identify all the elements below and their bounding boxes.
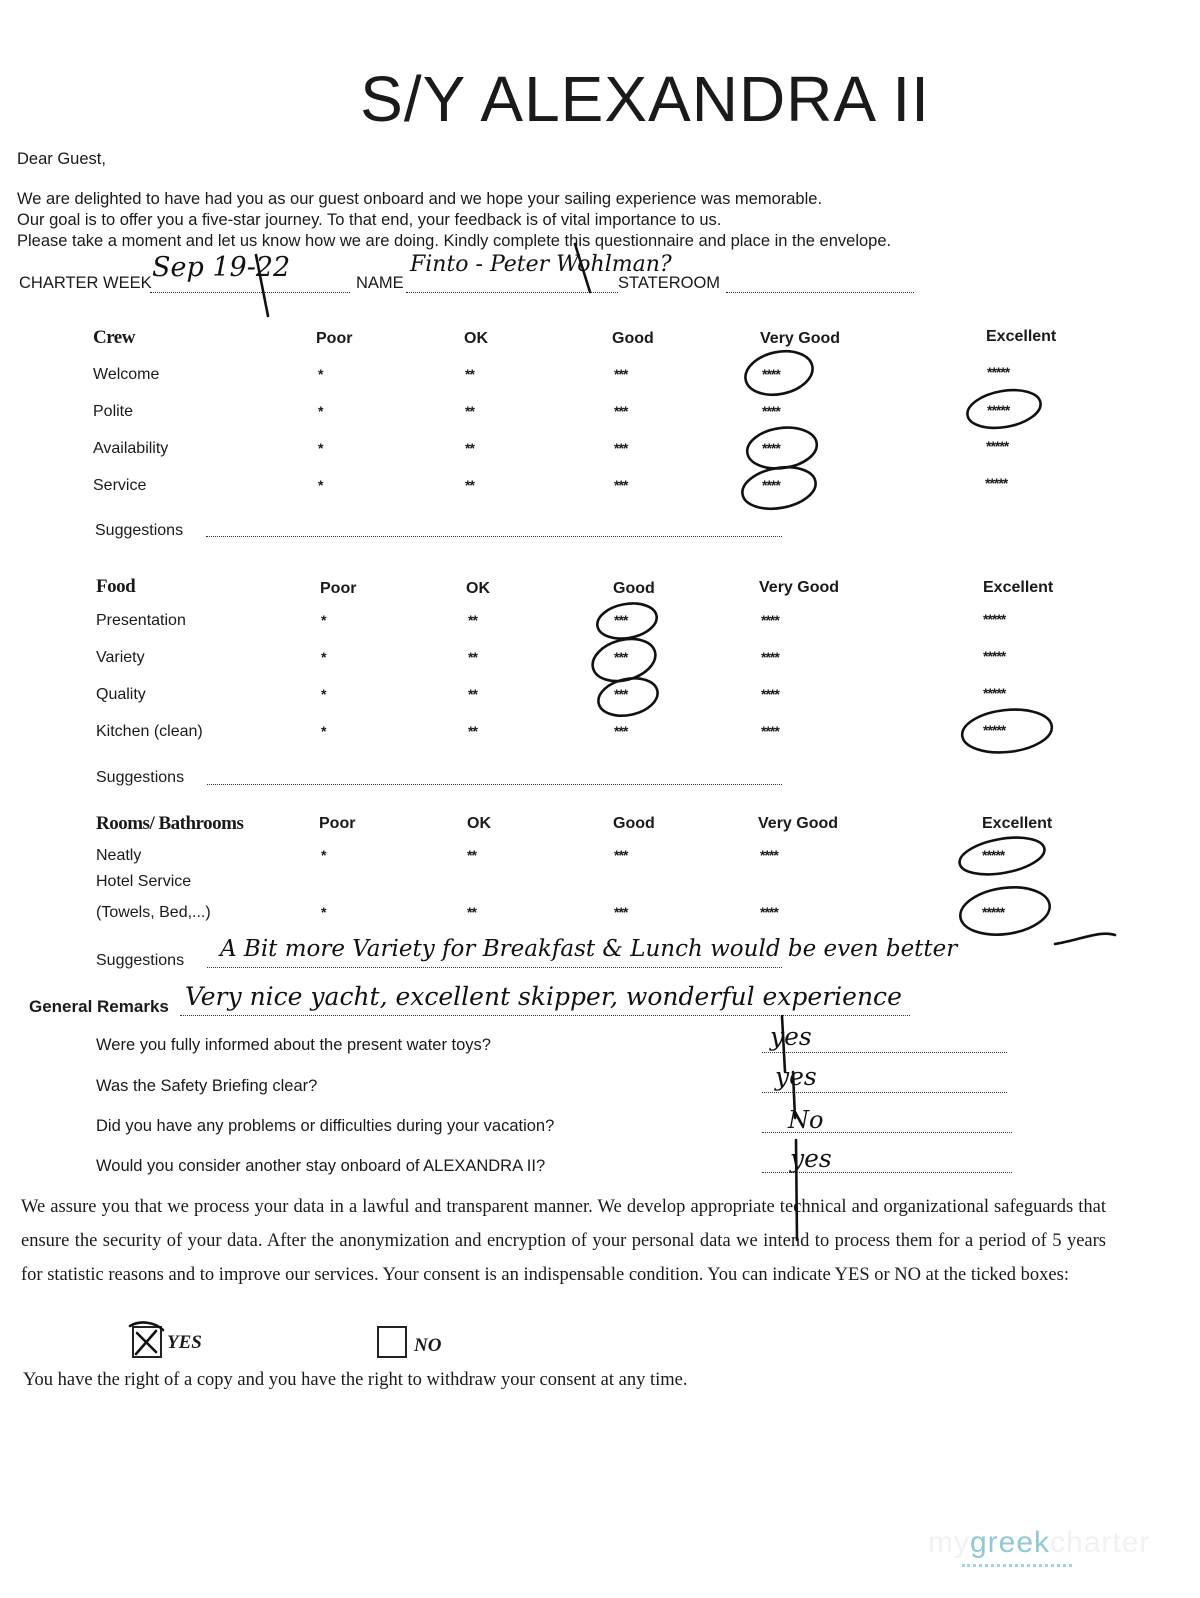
- suggestions-label-food: Suggestions: [96, 769, 185, 786]
- rating-option-poor[interactable]: *: [318, 366, 323, 382]
- watermark-brand: greek: [970, 1526, 1051, 1559]
- row-label-neatly: Neatly: [96, 847, 142, 864]
- consent-text: We assure you that we process your data in a lawful and transparent manner. We develop appropriate technical and organizational safeguards that ensure the security of your data. After the anonymization and encryption of your personal data we intend to process them for a period of 5 years for statistic reasons and to improve our services. Your consent is an indispensable condition. You can indicate YES or NO at the ticked boxes:: [21, 1197, 1106, 1285]
- rating-option-good[interactable]: ***: [614, 649, 628, 665]
- consent-yes-label: YES: [167, 1332, 202, 1353]
- row-label-service: Service: [93, 477, 147, 494]
- charter-week-line: [150, 292, 350, 293]
- rating-option-good[interactable]: ***: [614, 366, 628, 382]
- watermark-logo: [928, 1526, 1150, 1560]
- rating-option-very-good[interactable]: ****: [761, 649, 779, 665]
- general-remarks-field[interactable]: Very nice yacht, excellent skipper, wonderful experience: [185, 982, 902, 1011]
- rating-option-good[interactable]: ***: [614, 686, 628, 702]
- rating-option-very-good[interactable]: ****: [760, 904, 778, 920]
- rating-option-excellent[interactable]: *****: [982, 904, 1005, 920]
- rating-option-very-good[interactable]: ****: [761, 723, 779, 739]
- rating-option-excellent[interactable]: *****: [987, 364, 1010, 380]
- answer-line: [762, 1092, 1007, 1093]
- consent-no-label: NO: [414, 1335, 442, 1356]
- col-excellent: Excellent: [983, 579, 1054, 596]
- rating-option-excellent[interactable]: *****: [985, 475, 1008, 491]
- suggestions-field-crew[interactable]: [206, 536, 782, 537]
- rating-option-good[interactable]: ***: [614, 403, 628, 419]
- rating-option-poor[interactable]: *: [321, 847, 326, 863]
- row-label-towels-bed: (Towels, Bed,...): [96, 904, 211, 921]
- rating-option-poor[interactable]: *: [318, 403, 323, 419]
- watermark-suffix: charter: [1050, 1526, 1151, 1559]
- suggestions-field-rooms[interactable]: A Bit more Variety for Breakfast & Lunch would be even better: [220, 936, 958, 962]
- rating-option-poor[interactable]: *: [318, 440, 323, 456]
- selection-circle: [957, 882, 1053, 940]
- row-label-polite: Polite: [93, 403, 134, 420]
- row-label-presentation: Presentation: [96, 612, 186, 629]
- watermark-prefix: my: [928, 1526, 970, 1559]
- selection-circle: [595, 673, 661, 721]
- stateroom-label: STATEROOM: [618, 274, 721, 292]
- rating-option-good[interactable]: ***: [614, 847, 628, 863]
- intro-line-2: Our goal is to offer you a five-star journey. To that end, your feedback is of vital importance to us.: [17, 211, 722, 229]
- selection-circle: [960, 705, 1054, 756]
- rating-option-good[interactable]: ***: [614, 612, 628, 628]
- rating-option-ok[interactable]: **: [468, 723, 477, 739]
- charter-week-label: CHARTER WEEK: [19, 274, 152, 292]
- col-very-good: Very Good: [760, 330, 841, 347]
- rating-option-very-good[interactable]: ****: [762, 440, 780, 456]
- consent-yes-checkbox[interactable]: [132, 1326, 162, 1358]
- answer-water-toys[interactable]: yes: [770, 1022, 812, 1051]
- col-poor: Poor: [316, 330, 353, 347]
- col-very-good: Very Good: [759, 579, 840, 596]
- row-label-hotel-service: Hotel Service: [96, 873, 192, 890]
- form-title: S/Y ALEXANDRA II: [360, 63, 930, 135]
- name-field[interactable]: Finto - Peter Wohlman?: [410, 252, 672, 277]
- intro-line-1: We are delighted to have had you as our guest onboard and we hope your sailing experience was memorable.: [17, 190, 823, 208]
- rating-option-ok[interactable]: **: [467, 847, 476, 863]
- rating-option-poor[interactable]: *: [318, 477, 323, 493]
- answer-safety-briefing[interactable]: yes: [775, 1062, 817, 1091]
- section-title-food: Food: [96, 576, 136, 597]
- answer-another-stay[interactable]: yes: [790, 1144, 832, 1173]
- rating-option-poor[interactable]: *: [321, 904, 326, 920]
- rating-option-ok[interactable]: **: [465, 403, 474, 419]
- rating-option-excellent[interactable]: *****: [986, 438, 1009, 454]
- rating-option-very-good[interactable]: ****: [762, 366, 780, 382]
- name-label: NAME: [356, 274, 404, 292]
- rating-option-very-good[interactable]: ****: [761, 612, 779, 628]
- rating-option-good[interactable]: ***: [614, 904, 628, 920]
- col-good: Good: [613, 815, 655, 832]
- col-poor: Poor: [320, 580, 357, 597]
- rating-option-ok[interactable]: **: [468, 686, 477, 702]
- stateroom-field[interactable]: [726, 292, 914, 293]
- col-ok: OK: [467, 815, 491, 832]
- section-title-rooms: Rooms/ Bathrooms: [96, 813, 244, 834]
- charter-week-field[interactable]: Sep 19-22: [152, 252, 291, 283]
- question-another-stay: Would you consider another stay onboard of ALEXANDRA II?: [96, 1157, 546, 1175]
- ink-stroke: [1055, 934, 1115, 944]
- intro-line-3: Please take a moment and let us know how we are doing. Kindly complete this questionnaire and place in the envelope.: [17, 232, 892, 250]
- rating-option-very-good[interactable]: ****: [762, 477, 780, 493]
- rating-option-ok[interactable]: **: [468, 649, 477, 665]
- row-label-availability: Availability: [93, 440, 169, 457]
- col-very-good: Very Good: [758, 815, 839, 832]
- watermark-wave: [962, 1564, 1072, 1567]
- suggestions-line-rooms: [207, 967, 782, 968]
- col-ok: OK: [464, 330, 488, 347]
- general-remarks-label: General Remarks: [29, 997, 169, 1016]
- question-water-toys: Were you fully informed about the present water toys?: [96, 1036, 491, 1054]
- rating-option-very-good[interactable]: ****: [760, 847, 778, 863]
- section-title-crew: Crew: [93, 327, 135, 348]
- rating-option-poor[interactable]: *: [321, 686, 326, 702]
- rating-option-ok[interactable]: **: [465, 440, 474, 456]
- row-label-variety: Variety: [96, 649, 145, 666]
- col-excellent: Excellent: [982, 815, 1053, 832]
- rating-option-poor[interactable]: *: [321, 612, 326, 628]
- question-problems: Did you have any problems or difficulties during your vacation?: [96, 1117, 555, 1135]
- suggestions-label-crew: Suggestions: [95, 522, 184, 539]
- name-line: [406, 292, 618, 293]
- rating-option-excellent[interactable]: *****: [983, 648, 1006, 664]
- greeting: Dear Guest,: [17, 150, 106, 168]
- suggestions-field-food[interactable]: [207, 784, 782, 785]
- consent-no-checkbox[interactable]: [377, 1326, 407, 1358]
- rating-option-good[interactable]: ***: [614, 723, 628, 739]
- consent-footer: You have the right of a copy and you have the right to withdraw your consent at any time.: [23, 1370, 688, 1390]
- answer-problems[interactable]: No: [788, 1106, 824, 1134]
- rating-option-good[interactable]: ***: [614, 440, 628, 456]
- rating-option-excellent[interactable]: *****: [982, 847, 1005, 863]
- row-label-welcome: Welcome: [93, 366, 160, 383]
- rating-option-ok[interactable]: **: [465, 366, 474, 382]
- rating-option-excellent[interactable]: *****: [987, 402, 1010, 418]
- suggestions-label-rooms: Suggestions: [96, 952, 185, 969]
- row-label-kitchen: Kitchen (clean): [96, 723, 203, 740]
- col-excellent: Excellent: [986, 328, 1057, 345]
- answer-line: [762, 1052, 1007, 1053]
- rating-option-excellent[interactable]: *****: [983, 685, 1006, 701]
- row-label-quality: Quality: [96, 686, 146, 703]
- selection-circle: [745, 423, 820, 472]
- col-ok: OK: [466, 580, 490, 597]
- col-good: Good: [613, 580, 655, 597]
- rating-option-poor[interactable]: *: [321, 649, 326, 665]
- rating-option-very-good[interactable]: ****: [762, 403, 780, 419]
- rating-option-excellent[interactable]: *****: [983, 611, 1006, 627]
- question-safety-briefing: Was the Safety Briefing clear?: [96, 1077, 318, 1095]
- rating-option-ok[interactable]: **: [465, 477, 474, 493]
- rating-option-ok[interactable]: **: [467, 904, 476, 920]
- rating-option-poor[interactable]: *: [321, 723, 326, 739]
- col-poor: Poor: [319, 815, 356, 832]
- rating-option-very-good[interactable]: ****: [761, 686, 779, 702]
- rating-option-excellent[interactable]: *****: [983, 722, 1006, 738]
- rating-option-good[interactable]: ***: [614, 477, 628, 493]
- rating-option-ok[interactable]: **: [468, 612, 477, 628]
- col-good: Good: [612, 330, 654, 347]
- general-remarks-line: [180, 1015, 910, 1016]
